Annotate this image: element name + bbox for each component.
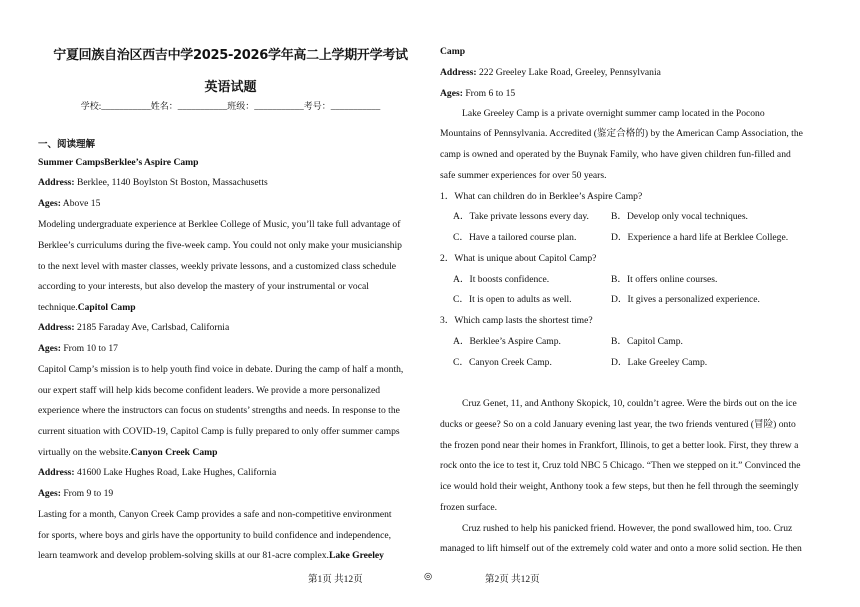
- option[interactable]: B．Capitol Camp.: [611, 336, 683, 347]
- text-line: Berklee’s curriculums during the five-week camp. You could not only make your musicianship: [38, 240, 402, 251]
- option[interactable]: D．It gives a personalized experience.: [611, 294, 760, 305]
- page-number-right: 第2页 共12页: [485, 575, 540, 585]
- option[interactable]: A．Berklee’s Aspire Camp.: [453, 336, 561, 347]
- text-line: to the next level with master classes, weekly private lessons, and a customized class schedule: [38, 261, 397, 272]
- text-line: Address: 222 Greeley Lake Road, Greeley, Pennsylvania: [440, 67, 661, 78]
- text-line: ice would hold their weight, Anthony took a few steps, but then he fell through the seemingly: [440, 481, 799, 492]
- option[interactable]: C．It is open to adults as well.: [453, 294, 572, 305]
- passage-title: Summer CampsBerklee’s Aspire Camp: [38, 157, 199, 168]
- text-line: managed to lift himself out of the extremely cold water and onto a more solid section. He then: [440, 543, 802, 554]
- text-line: frozen surface.: [440, 502, 497, 513]
- text-line: rock onto the ice to test it, Cruz told NBC 5 Chicago. “Then we stepped on it.” Convinced the: [440, 460, 801, 471]
- text-line: safe summer experiences for over 50 years.: [440, 170, 607, 181]
- text-line: Address: Berklee, 1140 Boylston St Boston, Massachusetts: [38, 177, 268, 188]
- text-line: Camp: [440, 46, 466, 57]
- text-line: Modeling undergraduate experience at Berklee College of Music, you’ll take full advantage of: [38, 219, 401, 230]
- question-1: 1．What can children do in Berklee’s Aspire Camp?: [440, 191, 643, 202]
- option[interactable]: B．Develop only vocal techniques.: [611, 211, 748, 222]
- text-line: the frozen pond near their homes in Frankfort, Illinois, to get a better look. First, they threw a: [440, 440, 799, 451]
- option[interactable]: D．Lake Greeley Camp.: [611, 357, 708, 368]
- question-2: 2．What is unique about Capitol Camp?: [440, 253, 597, 264]
- student-info-line: 学校:___________姓名：___________班级：___________考号：___________: [80, 101, 381, 111]
- exam-title: 宁夏回族自治区西吉中学2025-2026学年高二上学期开学考试: [53, 48, 408, 63]
- text-line: Ages: From 10 to 17: [38, 343, 118, 354]
- text-line: Ages: From 9 to 19: [38, 488, 114, 499]
- text-line: virtually on the website.Canyon Creek Camp: [38, 447, 218, 458]
- text-line: Mountains of Pennsylvania. Accredited (鉴定合格的) by the American Camp Association, the: [440, 128, 803, 139]
- option[interactable]: A．Take private lessons every day.: [453, 211, 589, 222]
- text-line: Cruz rushed to help his panicked friend. However, the pond swallowed him, too. Cruz: [462, 523, 793, 534]
- text-line: learn teamwork and develop problem-solving skills at our 81-acre complex.Lake Greeley: [38, 550, 384, 561]
- text-line: current situation with COVID-19, Capitol Camp is fully prepared to only offer summer camps: [38, 426, 400, 437]
- text-line: experience where the instructors can focus on students’ strengths and needs. In response to the: [38, 405, 400, 416]
- center-mark: ◎: [424, 572, 433, 582]
- text-line: camp is owned and operated by the Buynak Family, who have given children fun-filled and: [440, 149, 791, 160]
- text-line: technique.Capitol Camp: [38, 302, 136, 313]
- text-line: for sports, where boys and girls have the opportunity to build confidence and independence,: [38, 530, 392, 541]
- option[interactable]: C．Canyon Creek Camp.: [453, 357, 552, 368]
- option[interactable]: A．It boosts confidence.: [453, 274, 550, 285]
- text-line: Capitol Camp’s mission is to help youth find voice in debate. During the camp of half a month,: [38, 364, 404, 375]
- option[interactable]: B．It offers online courses.: [611, 274, 718, 285]
- text-line: Cruz Genet, 11, and Anthony Skopick, 10, couldn’t agree. Were the birds out on the ice: [462, 398, 797, 409]
- option[interactable]: C．Have a tailored course plan.: [453, 232, 577, 243]
- text-line: Ages: Above 15: [38, 198, 101, 209]
- text-line: according to your interests, but also develop the mastery of your instrumental or vocal: [38, 281, 369, 292]
- text-line: ducks or geese? So on a cold January evening last year, the two friends ventured (冒险) onto: [440, 419, 796, 430]
- text-line: our expert staff will help kids become confident leaders. We provide a more personalized: [38, 385, 380, 396]
- text-line: Lasting for a month, Canyon Creek Camp provides a safe and non-competitive environment: [38, 509, 392, 520]
- text-line: Lake Greeley Camp is a private overnight summer camp located in the Pocono: [462, 108, 765, 119]
- question-3: 3．Which camp lasts the shortest time?: [440, 315, 593, 326]
- text-line: Address: 41600 Lake Hughes Road, Lake Hughes, California: [38, 467, 277, 478]
- section-heading: 一、阅读理解: [38, 139, 96, 150]
- text-line: Ages: From 6 to 15: [440, 88, 516, 99]
- option[interactable]: D．Experience a hard life at Berklee College.: [611, 232, 789, 243]
- page-number-left: 第1页 共12页: [308, 575, 363, 585]
- exam-subtitle: 英语试题: [204, 80, 257, 95]
- text-line: Address: 2185 Faraday Ave, Carlsbad, California: [38, 322, 230, 333]
